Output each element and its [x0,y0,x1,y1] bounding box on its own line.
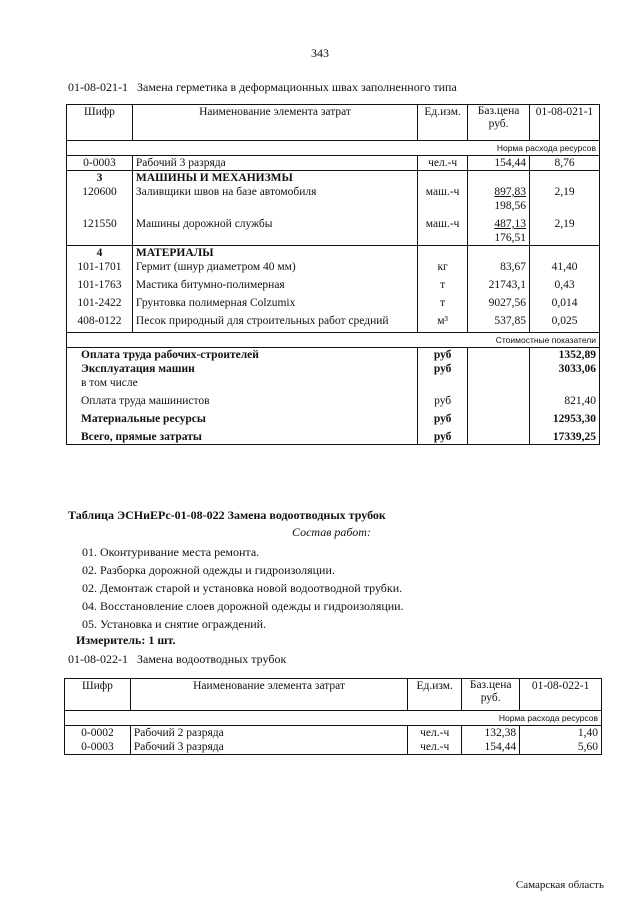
table-cell [65,711,131,726]
table-cell [468,362,530,376]
table-cell: 0,014 [530,296,600,314]
table-cell: 537,85 [468,314,530,332]
list-item: 02. Демонтаж старой и установка новой водоотводной трубки. [82,581,403,595]
table-cell: т [418,296,468,314]
cost-label-row [67,332,600,347]
table-cell: 5,60 [520,740,602,755]
table-cell [530,246,600,261]
table-cell: 101-1763 [67,278,133,296]
table-cell: Всего, прямые затраты [67,426,418,445]
resource-table-1 [66,104,600,445]
resource-table-2 [64,678,602,755]
table-cell [468,213,530,246]
table-cell: 0-0003 [67,156,133,171]
page-number: 343 [311,46,329,60]
table-cell: руб [418,347,468,362]
table-cell [67,141,133,156]
header-unit: Ед.изм. [418,105,468,141]
table-row [65,740,602,755]
table-cell [530,376,600,390]
cost-row [67,362,600,376]
table-row [67,296,600,314]
table-cell [468,185,530,213]
table-cell: Грунтовка полимерная Colzumix [132,296,417,314]
section1-title: Замена герметика в деформационных швах заполненного типа [137,80,457,94]
table-cell [132,332,417,347]
table-cell: Мастика битумно-полимерная [132,278,417,296]
table-cell: маш.-ч [418,213,468,246]
table-row [65,726,602,741]
table-cell [418,332,468,347]
table-cell: 132,38 [462,726,520,741]
list-item: 02. Разборка дорожной одежды и гидроизоляции. [82,563,335,577]
table-cell [468,171,530,186]
table-row [67,314,600,332]
table-cell [408,711,462,726]
table-cell [468,246,530,261]
table-cell [418,171,468,186]
table-cell [418,246,468,261]
table-cell: руб [418,390,468,408]
list-item: 05. Установка и снятие ограждений. [82,617,267,631]
table-cell: т [418,278,468,296]
table-cell: в том числе [67,376,418,390]
table-cell [132,141,417,156]
table-cell: Песок природный для строительных работ средний [132,314,417,332]
table-cell: 01-08-022-1 [520,679,602,711]
list-item: 04. Восстановление слоев дорожной одежды и гидроизоляции. [82,599,404,613]
norm-label-row [65,711,602,726]
section1-code: 01-08-021-1 [68,80,128,94]
cost-row [67,390,600,408]
table-cell: руб [418,408,468,426]
table-row [67,156,600,171]
table-cell: Оплата труда машинистов [67,390,418,408]
table-cell: 1352,89 [530,347,600,362]
table-cell: 0,025 [530,314,600,332]
table-cell [468,390,530,408]
table-header-row [65,679,602,711]
norm-label: Норма расхода ресурсов [468,141,600,156]
table-cell: Ед.изм. [408,679,462,711]
section2-caption [68,652,286,667]
table-cell: руб [418,426,468,445]
header-price: Баз.цена руб. [468,105,530,141]
section1-caption [68,80,457,95]
group-row-machines [67,171,600,186]
table-cell: Наименование элемента затрат [130,679,407,711]
table-cell: 9027,56 [468,296,530,314]
table-cell: 0,43 [530,278,600,296]
table-cell: Заливщики швов на базе автомобиля [132,185,417,213]
table-cell: чел.-ч [418,156,468,171]
table-cell: маш.-ч [418,185,468,213]
section2-code: 01-08-022-1 [68,652,128,666]
group-row-materials [67,246,600,261]
table-cell: 3 [67,171,133,186]
table-cell: чел.-ч [408,740,462,755]
table-cell: 487,13 [494,218,527,230]
table-cell: 3033,06 [530,362,600,376]
table-cell: 0-0003 [65,740,131,755]
table-cell: МАШИНЫ И МЕХАНИЗМЫ [132,171,417,186]
header-name: Наименование элемента затрат [132,105,417,141]
table-cell: Рабочий 3 разряда [132,156,417,171]
table-cell: Гермит (шнур диаметром 40 мм) [132,260,417,278]
table-cell: Норма расхода ресурсов [462,711,602,726]
section2-title: Замена водоотводных трубок [137,652,287,666]
table-cell: 120600 [67,185,133,213]
works-title: Состав работ: [292,525,371,539]
table-cell: 41,40 [530,260,600,278]
table-cell: 154,44 [462,740,520,755]
cost-row [67,426,600,445]
table-cell: 821,40 [530,390,600,408]
table-cell: Баз.цена руб. [462,679,520,711]
measure: Измеритель: 1 шт. [76,633,176,647]
list-item: 01. Оконтуривание места ремонта. [82,545,260,559]
table-cell: 101-1701 [67,260,133,278]
table-row [67,213,600,246]
table-row [67,260,600,278]
table-cell: 0-0002 [65,726,131,741]
table-cell: 17339,25 [530,426,600,445]
table-cell: 2,19 [530,185,600,213]
table-cell [468,408,530,426]
table-cell: м³ [418,314,468,332]
cost-row [67,408,600,426]
table-cell: Материальные ресурсы [67,408,418,426]
table-cell [468,426,530,445]
table-cell: 176,51 [494,232,527,244]
table-cell: кг [418,260,468,278]
table-cell: руб [418,362,468,376]
table-row [67,185,600,213]
table-cell: 8,76 [530,156,600,171]
table-cell: 4 [67,246,133,261]
table-cell: 408-0122 [67,314,133,332]
works-list [82,543,404,633]
table-cell [468,347,530,362]
cost-row [67,347,600,362]
table-cell: 121550 [67,213,133,246]
table-cell: МАТЕРИАЛЫ [132,246,417,261]
cost-row [67,376,600,390]
cost-label: Стоимостные показатели [468,332,600,347]
table2-title: Таблица ЭСНиЕРс-01-08-022 Замена водоотводных трубок [68,508,386,522]
header-code: Шифр [67,105,133,141]
table-cell [418,141,468,156]
table-cell: 12953,30 [530,408,600,426]
table-header-row [67,105,600,141]
table-cell: чел.-ч [408,726,462,741]
table-cell: 198,56 [494,200,527,212]
footer-region: Самарская область [515,879,604,891]
table-cell: 154,44 [468,156,530,171]
table-row [67,278,600,296]
norm-label-row [67,141,600,156]
table-cell: Машины дорожной службы [132,213,417,246]
table-cell: 1,40 [520,726,602,741]
table-cell [530,171,600,186]
header-norm-code: 01-08-021-1 [530,105,600,141]
table-cell [418,376,468,390]
table-cell [468,376,530,390]
table-cell [67,332,133,347]
table-cell: 2,19 [530,213,600,246]
table-cell: Шифр [65,679,131,711]
table-cell: 83,67 [468,260,530,278]
table-cell: 21743,1 [468,278,530,296]
table-cell [130,711,407,726]
table-cell: 897,83 [494,186,527,198]
table-cell: Эксплуатация машин [67,362,418,376]
table-cell: Оплата труда рабочих-строителей [67,347,418,362]
table-cell: Рабочий 3 разряда [130,740,407,755]
table-cell: Рабочий 2 разряда [130,726,407,741]
table-cell: 101-2422 [67,296,133,314]
